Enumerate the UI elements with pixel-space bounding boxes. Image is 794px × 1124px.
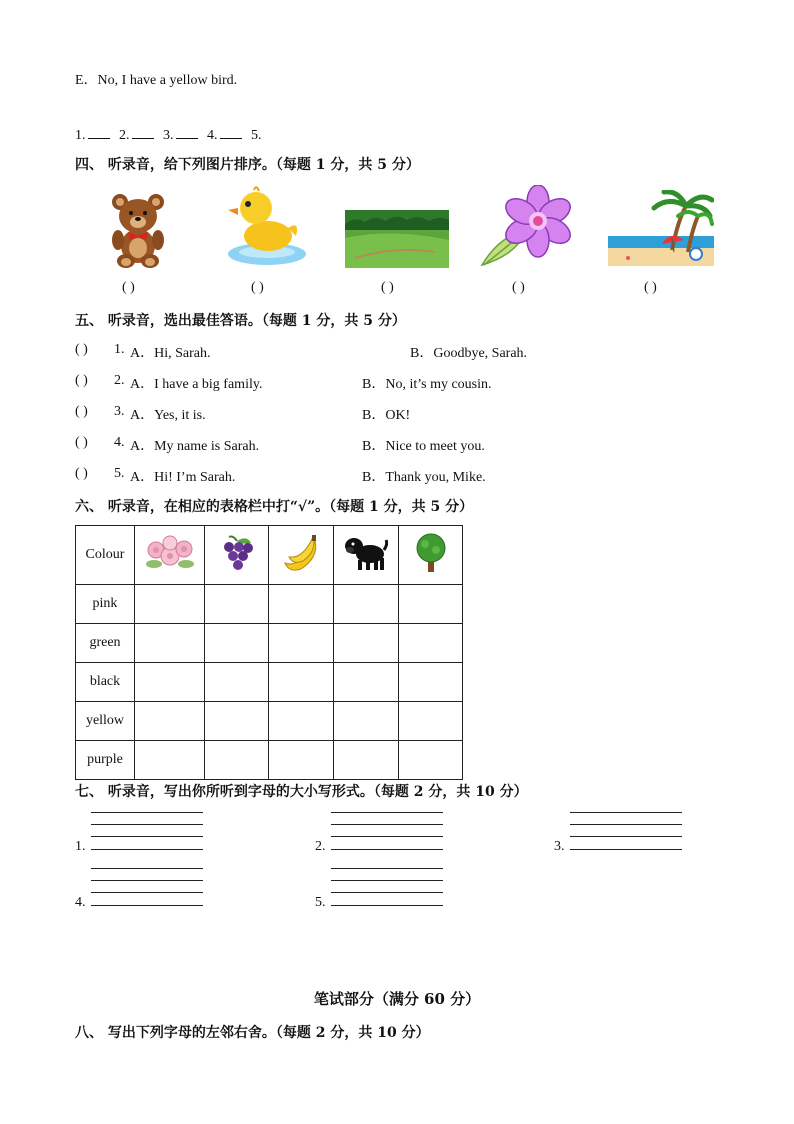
writing-line[interactable] <box>91 905 203 906</box>
table-cell[interactable] <box>135 624 205 663</box>
picture-paren-5[interactable]: ( ) <box>644 280 657 295</box>
writing-line[interactable] <box>91 868 203 869</box>
colour-header: Colour <box>76 526 135 585</box>
table-cell[interactable] <box>205 585 269 624</box>
dog-icon <box>344 534 388 572</box>
s5-option-a-1: A．Hi, Sarah. <box>130 346 211 361</box>
s5-num-3: 3. <box>114 404 125 419</box>
blank-label-3: 3. <box>163 128 174 143</box>
table-cell[interactable] <box>135 663 205 702</box>
table-cell[interactable] <box>334 702 399 741</box>
row-label-green: green <box>76 624 135 663</box>
row-label-black: black <box>76 663 135 702</box>
s7-num-2: 2. <box>315 839 326 854</box>
writing-line[interactable] <box>91 836 203 837</box>
answer-blank-1[interactable] <box>88 126 110 139</box>
s7-num-5: 5. <box>315 895 326 910</box>
duck-icon <box>226 184 308 268</box>
answer-blank-2[interactable] <box>132 126 154 139</box>
s5-num-5: 5. <box>114 466 125 481</box>
writing-line[interactable] <box>91 880 203 881</box>
table-cell[interactable] <box>269 585 334 624</box>
s7-num-4: 4. <box>75 895 86 910</box>
answer-blank-3[interactable] <box>176 126 198 139</box>
table-cell[interactable] <box>269 741 334 780</box>
grapes-icon <box>219 533 255 573</box>
writing-line[interactable] <box>570 849 682 850</box>
row-label-yellow: yellow <box>76 702 135 741</box>
s5-bracket-5[interactable]: ( ) <box>75 466 88 481</box>
s5-num-4: 4. <box>114 435 125 450</box>
s5-option-a-2: A．I have a big family. <box>130 377 263 392</box>
section8-title: 八、 写出下列字母的左邻右舍。（每题 2 分，共 10 分） <box>75 1025 430 1041</box>
table-cell[interactable] <box>334 624 399 663</box>
table-cell[interactable] <box>205 741 269 780</box>
s7-num-3: 3. <box>554 839 565 854</box>
writing-line[interactable] <box>91 812 203 813</box>
writing-line[interactable] <box>331 849 443 850</box>
picture-paren-4[interactable]: ( ) <box>512 280 525 295</box>
tree-icon <box>411 532 451 574</box>
section6-title: 六、 听录音，在相应的表格栏中打“√”。（每题 1 分，共 5 分） <box>75 499 474 515</box>
s5-option-a-4: A．My name is Sarah. <box>130 439 260 454</box>
flower-icon <box>480 185 578 267</box>
roses-icon <box>144 534 196 572</box>
s5-option-b-4: B．Nice to meet you. <box>362 439 485 454</box>
table-cell[interactable] <box>269 702 334 741</box>
writing-line[interactable] <box>91 892 203 893</box>
teddy-bear-icon <box>106 190 170 268</box>
s5-num-2: 2. <box>114 373 125 388</box>
section7-title: 七、 听录音，写出你所听到字母的大小写形式。（每题 2 分，共 10 分） <box>75 784 528 800</box>
col-roses <box>135 526 205 585</box>
table-cell[interactable] <box>399 663 463 702</box>
writing-line[interactable] <box>331 868 443 869</box>
s5-option-b-5: B．Thank you, Mike. <box>362 470 486 485</box>
blank-label-1: 1. <box>75 128 86 143</box>
s5-bracket-4[interactable]: ( ) <box>75 435 88 450</box>
table-cell[interactable] <box>399 741 463 780</box>
s5-bracket-3[interactable]: ( ) <box>75 404 88 419</box>
writing-line[interactable] <box>570 812 682 813</box>
writing-line[interactable] <box>91 849 203 850</box>
table-cell[interactable] <box>334 585 399 624</box>
grassland-icon <box>345 210 449 268</box>
row-label-pink: pink <box>76 585 135 624</box>
table-cell[interactable] <box>135 585 205 624</box>
picture-paren-1[interactable]: ( ) <box>122 280 135 295</box>
blank-label-4: 4. <box>207 128 218 143</box>
written-part-title: 笔试部分（满分 60 分） <box>313 990 481 1008</box>
table-cell[interactable] <box>205 663 269 702</box>
option-e: E．No, I have a yellow bird. <box>75 73 238 88</box>
writing-line[interactable] <box>331 824 443 825</box>
col-dog <box>334 526 399 585</box>
table-cell[interactable] <box>269 663 334 702</box>
picture-paren-3[interactable]: ( ) <box>381 280 394 295</box>
writing-line[interactable] <box>331 905 443 906</box>
table-cell[interactable] <box>269 624 334 663</box>
blank-label-2: 2. <box>119 128 130 143</box>
table-cell[interactable] <box>205 702 269 741</box>
answer-blanks-row <box>75 126 262 144</box>
colour-table <box>75 525 463 780</box>
table-cell[interactable] <box>399 702 463 741</box>
s5-bracket-1[interactable]: ( ) <box>75 342 88 357</box>
writing-line[interactable] <box>331 812 443 813</box>
table-cell[interactable] <box>334 741 399 780</box>
writing-line[interactable] <box>331 880 443 881</box>
writing-line[interactable] <box>331 892 443 893</box>
table-cell[interactable] <box>135 741 205 780</box>
table-cell[interactable] <box>399 585 463 624</box>
writing-line[interactable] <box>570 836 682 837</box>
row-label-purple: purple <box>76 741 135 780</box>
s5-option-b-3: B．OK! <box>362 408 411 423</box>
s5-option-a-5: A．Hi! I’m Sarah. <box>130 470 236 485</box>
table-cell[interactable] <box>205 624 269 663</box>
section5-title: 五、 听录音，选出最佳答语。（每题 1 分，共 5 分） <box>75 313 406 329</box>
picture-paren-2[interactable]: ( ) <box>251 280 264 295</box>
col-tree <box>399 526 463 585</box>
writing-line[interactable] <box>91 824 203 825</box>
col-bananas <box>269 526 334 585</box>
table-cell[interactable] <box>135 702 205 741</box>
writing-line[interactable] <box>570 824 682 825</box>
blank-label-5: 5. <box>251 128 262 143</box>
answer-blank-4[interactable] <box>220 126 242 139</box>
s5-num-1: 1. <box>114 342 125 357</box>
table-cell[interactable] <box>334 663 399 702</box>
s5-option-a-3: A．Yes, it is. <box>130 408 206 423</box>
writing-line[interactable] <box>331 836 443 837</box>
beach-icon <box>608 190 714 268</box>
s5-option-b-1: B．Goodbye, Sarah. <box>410 346 528 361</box>
bananas-icon <box>279 533 323 573</box>
table-cell[interactable] <box>399 624 463 663</box>
s7-num-1: 1. <box>75 839 86 854</box>
col-grapes <box>205 526 269 585</box>
s5-bracket-2[interactable]: ( ) <box>75 373 88 388</box>
s5-option-b-2: B．No, it’s my cousin. <box>362 377 492 392</box>
section4-title: 四、 听录音，给下列图片排序。（每题 1 分，共 5 分） <box>75 157 420 173</box>
